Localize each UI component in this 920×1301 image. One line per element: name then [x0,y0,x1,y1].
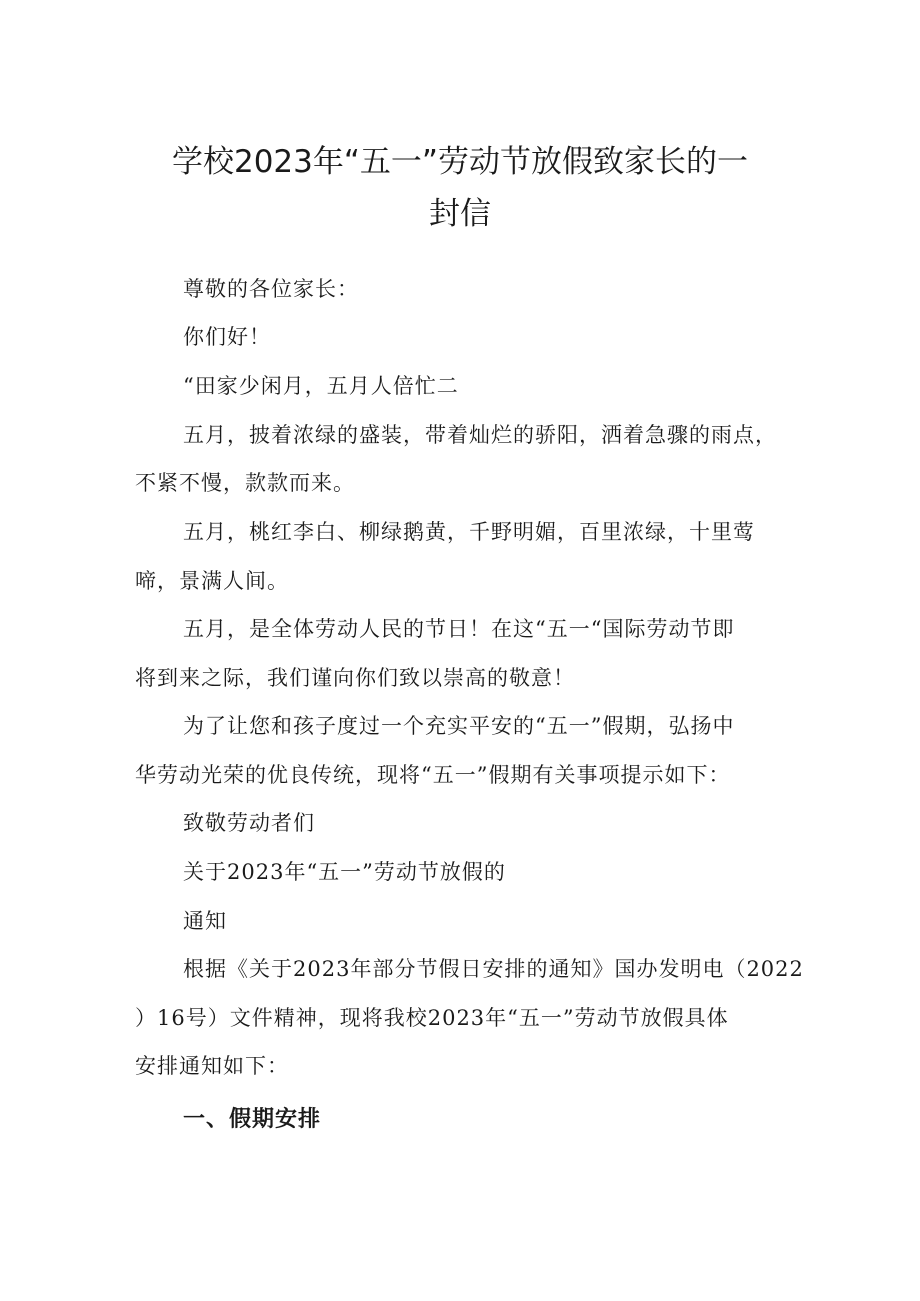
paragraph-line: 啼，景满人间。 [135,569,289,593]
document-title-line-1: 学校2023年“五一”劳动节放假致家长的一 [171,144,748,180]
paragraph-line: ）16号）文件精神，现将我校2023年“五一”劳动节放假具体 [135,1006,729,1030]
paragraph-line: 通知 [183,909,227,933]
paragraph-line: 根据《关于2023年部分节假日安排的通知》国办发明电（2022 [183,957,804,981]
paragraph-line: 为了让您和孩子度过一个充实平安的“五一”假期，弘扬中 [183,714,735,738]
greeting: 你们好！ [183,325,271,349]
paragraph-line: 将到来之际，我们谨向你们致以崇高的敬意！ [135,666,575,690]
paragraph-line: 五月，披着浓绿的盛装，带着灿烂的骄阳，洒着急骤的雨点， [183,423,777,447]
section-heading: 一、假期安排 [183,1107,322,1132]
paragraph-line: 致敬劳动者们 [183,811,315,835]
poem-quote: “田家少闲月，五月人倍忙二 [183,374,459,398]
paragraph-line: 不紧不慢，款款而来。 [135,471,355,495]
paragraph-line: 华劳动光荣的优良传统，现将“五一”假期有关事项提示如下： [135,763,731,787]
paragraph-line: 安排通知如下： [135,1054,289,1078]
document-title-line-2: 封信 [429,196,491,232]
salutation: 尊敬的各位家长： [183,277,359,301]
paragraph-line: 五月，桃红李白、柳绿鹅黄，千野明媚，百里浓绿，十里莺 [183,520,755,544]
paragraph-line: 关于2023年“五一”劳动节放假的 [183,860,506,884]
paragraph-line: 五月，是全体劳动人民的节日！在这“五一“国际劳动节即 [183,617,735,641]
